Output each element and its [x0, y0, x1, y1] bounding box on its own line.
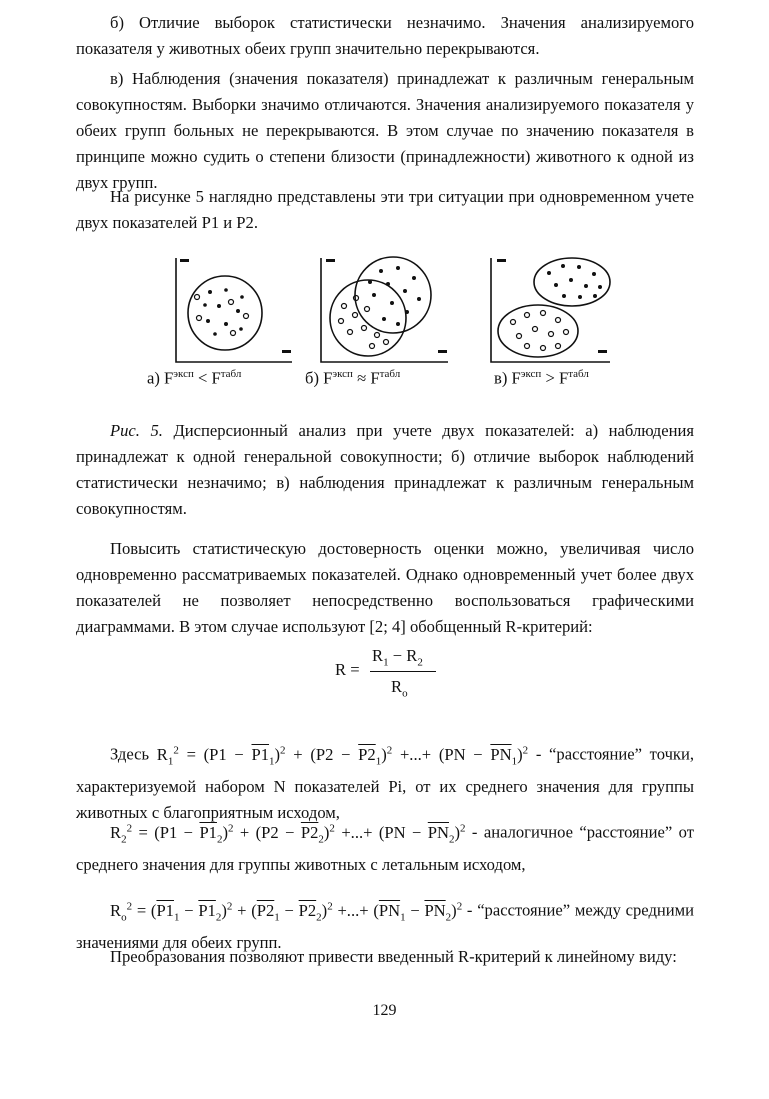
- figure-caption-label: Рис. 5.: [110, 421, 163, 440]
- formula-ro: $R_o^2 = (P1_1 - P1_2)^2 + (P2_1 - P2_2)^2$ +...+ $(\overline{PN}_1 - \overline{PN}_2)^2$: [110, 900, 463, 923]
- formula-r1: $R_1^2 = (P1 - P1_1)^2 + (P2 - P2_1)^2$ +...+ $(PN - \overline{PN}_1)^2$: [156, 744, 529, 767]
- figure-caption-text: Дисперсионный анализ при учете двух показателей: а) наблюдения принадлежат к одной генеральной совокупности; б) отличие выборок наблюдений статистически незначимо; в) наблюдения принадлежат к различным генеральным совокупностям.: [76, 421, 694, 518]
- page-number: 129: [372, 1002, 397, 1019]
- formula-r-lhs: R =: [335, 660, 360, 679]
- paragraph-v: в) Наблюдения (значения показателя) принадлежат к различным генеральным совокупностям. Выборки значимо отличаются. Значения анализируемого показателя у обеих групп больных не перекрываются. В этом случае по значению показателя в принципе можно судить о степени близости (принадлежности) животного к одной из двух групп.: [76, 69, 694, 192]
- formula-ro-paragraph: $R_o^2 = (P1_1 - P1_2)^2 + (P2_1 - P2_2)^2$ +...+ $(\overline{PN}_1 - \overline{PN}_2)^2$ - “расстояние” между средними значениями для обеих групп.: [76, 900, 695, 952]
- figure-label-b: б) $F^{эксп} \approx F^{табл}$: [305, 368, 401, 388]
- formula-r-fraction-bar: [370, 671, 436, 672]
- paragraph-last: Преобразования позволяют привести введенный R-критерий к линейному виду:: [110, 947, 677, 966]
- figure-label-v: в) $F^{эксп} > F^{табл}$: [494, 368, 589, 388]
- figure-label-a: а) $F^{эксп} < F^{табл}$: [147, 368, 242, 388]
- paragraph-b: б) Отличие выборок статистически незначимо. Значения анализируемого показателя у животных обеих групп значительно перекрываются.: [76, 13, 694, 58]
- formula-r-numerator: $R_1 - R_2$: [372, 646, 423, 669]
- formula-r2: $R_2^2 = (P1 - P1_2)^2 + (P2 - P2_2)^2$ +...+ $(PN - \overline{PN}_2)^2$: [110, 822, 466, 845]
- figure-caption: [76, 418, 694, 522]
- formula-r1-paragraph: Здесь $R_1^2 = (P1 - P1_1)^2 + (P2 - P2_1)^2$ +...+ $(PN - \overline{PN}_1)^2$ - “расстояние” точки, характеризуемой набором N показателей Pi, от их среднего значения для группы животных с благоприятным исходом,: [76, 744, 695, 822]
- formula-r-denominator: $R_o$: [391, 677, 408, 700]
- formula-r2-paragraph: $R_2^2 = (P1 - P1_2)^2 + (P2 - P2_2)^2$ +...+ $(PN - \overline{PN}_2)^2$ - аналогичное “расстояние” от среднего значения для группы животных с летальным исходом,: [76, 822, 694, 874]
- paragraph-r-intro: Повысить статистическую достоверность оценки можно, увеличивая число одновременно рассматриваемых показателей. Однако одновременный учет более двух показателей не позволяет непосредственно воспользоваться графическими диаграммами. В этом случае используют [2; 4] обобщенный R-критерий:: [76, 539, 694, 636]
- paragraph-figure-intro: На рисунке 5 наглядно представлены эти три ситуации при одновременном учете двух показателей P1 и P2.: [76, 187, 694, 232]
